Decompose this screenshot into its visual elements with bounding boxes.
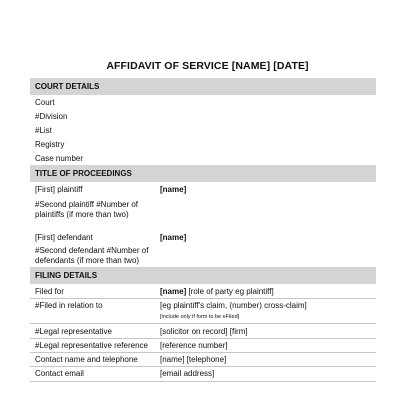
registry-label: Registry [35,140,65,149]
second-plaintiff-label: #Second plaintiff #Number of plaintiffs (if more than two) [35,200,139,219]
row-divider [30,381,376,382]
list-label: #List [35,126,52,135]
contact-name-label: Contact name and telephone [35,355,138,364]
legal-representative-value: [solicitor on record] [firm] [160,327,248,336]
row-divider [30,323,376,324]
row-divider [30,298,376,299]
division-label: #Division [35,112,68,121]
second-defendant-label: #Second defendant #Number of defendants (if more than two) [35,246,149,265]
filed-for-role: [role of party eg plaintiff] [186,287,274,296]
first-plaintiff-label: [First] plaintiff [35,185,83,194]
row-divider [30,338,376,339]
contact-email-value: [email address] [160,369,215,378]
first-plaintiff-value: [name] [160,185,187,194]
filing-details-header: FILING DETAILS [30,267,376,284]
legal-representative-label: #Legal representative [35,327,112,336]
first-defendant-label: [First] defendant [35,233,93,242]
first-defendant-value: [name] [160,233,187,242]
contact-name-value: [name] [telephone] [160,355,227,364]
contact-email-label: Contact email [35,369,84,378]
legal-rep-reference-value: [reference number] [160,341,228,350]
filed-in-relation-value: [eg plaintiff's claim, (number) cross-claim] [160,301,307,310]
filed-for-value [160,287,274,297]
legal-rep-reference-label: #Legal representative reference [35,341,148,350]
filed-for-label: Filed for [35,287,64,296]
filed-for-name: [name] [160,287,187,296]
row-divider [30,352,376,353]
efiled-note: [include only if form to be eFiled] [160,314,240,320]
filed-in-relation-label: #Filed in relation to [35,301,103,310]
court-details-header: COURT DETAILS [30,78,376,95]
case-number-label: Case number [35,154,84,163]
court-label: Court [35,98,55,107]
document-title: AFFIDAVIT OF SERVICE [NAME] [DATE] [106,60,309,72]
row-divider [30,366,376,367]
title-of-proceedings-header: TITLE OF PROCEEDINGS [30,165,376,182]
